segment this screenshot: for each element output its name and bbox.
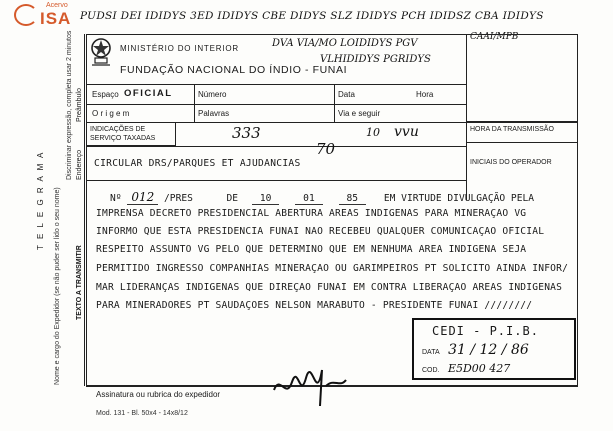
message-line-1: IMPRENSA DECRETO PRESIDENCIAL ABERTURA AREAS INDIGENAS PARA MINERAÇAO VG [96, 208, 527, 219]
right-header-box [466, 34, 578, 122]
services-number-three: 10 [366, 126, 380, 139]
iniciais-operador-label: INICIAIS DO OPERADOR [470, 159, 552, 166]
services-mark: vvu [394, 124, 419, 140]
form-footer: Mod. 131 - Bl. 50x4 - 14x8/12 [96, 410, 188, 417]
message-header-tail: EM VIRTUDE DIVULGAÇÃO PELA [383, 193, 535, 204]
message-header [110, 190, 534, 205]
left-margin-text: Nome e cargo do Expedidor (se não puder ser lido o seu nome) [54, 187, 61, 385]
services-label: INDICAÇÕES DE SERVIÇO TAXADAS [90, 126, 156, 142]
logo-text: ISA [40, 9, 72, 28]
origem-label: O r i g e m [92, 109, 130, 118]
message-line-3: RESPEITO ASSUNTO VG PELO QUE DETERMINO QUE EM NENHUMA AREA INDIGENA SEJA [96, 244, 527, 255]
telegrama-label: T E L E G R A M A [36, 150, 45, 250]
stamp-cod-label: COD. [422, 367, 440, 374]
acervo-isa-logo [0, 0, 78, 30]
message-line-2: INFORMO QUE ESTA PRESIDENCIA FUNAI NAO RECEBEU QUALQUER COMUNICAÇAO OFICIAL [96, 226, 545, 237]
message-number: 012 [127, 190, 158, 205]
message-number-prefix: Nº [110, 193, 122, 204]
stamp-data-value: 31 / 12 / 86 [448, 342, 529, 358]
message-day: 10 [252, 193, 280, 205]
espaco-value: OFICIAL [124, 88, 173, 99]
cedi-stamp [412, 318, 576, 380]
palavras-label: Palavras [198, 109, 230, 118]
stamp-data-label: DATA [422, 349, 440, 356]
message-line-6: PARA MINERADORES PT SAUDAÇOES NELSON MARABUTO - PRESIDENTE FUNAI //////// [96, 300, 533, 311]
signature-label: Assinatura ou rubrica do expedidor [96, 390, 221, 399]
espaco-label: Espaço [92, 90, 119, 99]
stamp-title: CEDI - P.I.B. [432, 324, 539, 338]
via-label: Via e seguir [338, 109, 381, 118]
message-pres: /PRES [164, 193, 193, 204]
routing-codes-top: PUDSI DEI IDIDYS 3ED IDIDYS CBE DIDYS SLZ IDIDYS PCH IDIDSZ CBA IDIDYS [80, 10, 544, 22]
logo-superscript: Acervo [46, 2, 68, 9]
message-month: 01 [295, 193, 323, 205]
message-line-5: MAR LIDERANÇAS INDIGENAS QUE DIREÇAO FUNAI EM CONTRA LIBERAÇAO AREAS INDIGENAS [96, 282, 563, 293]
message-de: DE [226, 193, 239, 204]
hora-label: Hora [416, 90, 434, 99]
services-number: 333 [232, 124, 261, 142]
routing-line-2: VLHIDIDYS PGRIDYS [320, 54, 431, 65]
message-year: 85 [339, 193, 367, 205]
routing-line-1: DVA VIA/MO LOIDIDYS PGV [272, 38, 418, 49]
stamp-cod-value: E5D00 427 [447, 362, 511, 375]
message-line-4: PERMITIDO INGRESSO COMPANHIAS MINERAÇAO OU GARIMPEIROS PT SOLICITO AINDA INFOR/ [96, 263, 569, 274]
logo-swirl-icon [14, 4, 38, 26]
services-number-two: 70 [316, 140, 336, 158]
rotated-small-instructions: Discriminar expressão, completa usar 2 minutos [66, 30, 73, 180]
texto-label: TEXTO A TRANSMITIR [76, 245, 83, 320]
ministry-title: MINISTÉRIO DO INTERIOR [120, 44, 239, 53]
address-text: CIRCULAR DRS/PARQUES ET AJUDANCIAS [94, 158, 301, 169]
routing-right-top: CAAI/MPB [470, 32, 519, 42]
data-label: Data [338, 90, 355, 99]
numero-label: Número [198, 90, 227, 99]
foundation-title: FUNDAÇÃO NACIONAL DO ÍNDIO - FUNAI [120, 64, 348, 76]
preambulo-label: Preâmbulo [76, 88, 83, 122]
handwritten-signature-icon [270, 360, 350, 410]
endereco-label: Endereço [76, 150, 83, 180]
hora-transmissao-label: HORA DA TRANSMISSÃO [470, 126, 554, 133]
